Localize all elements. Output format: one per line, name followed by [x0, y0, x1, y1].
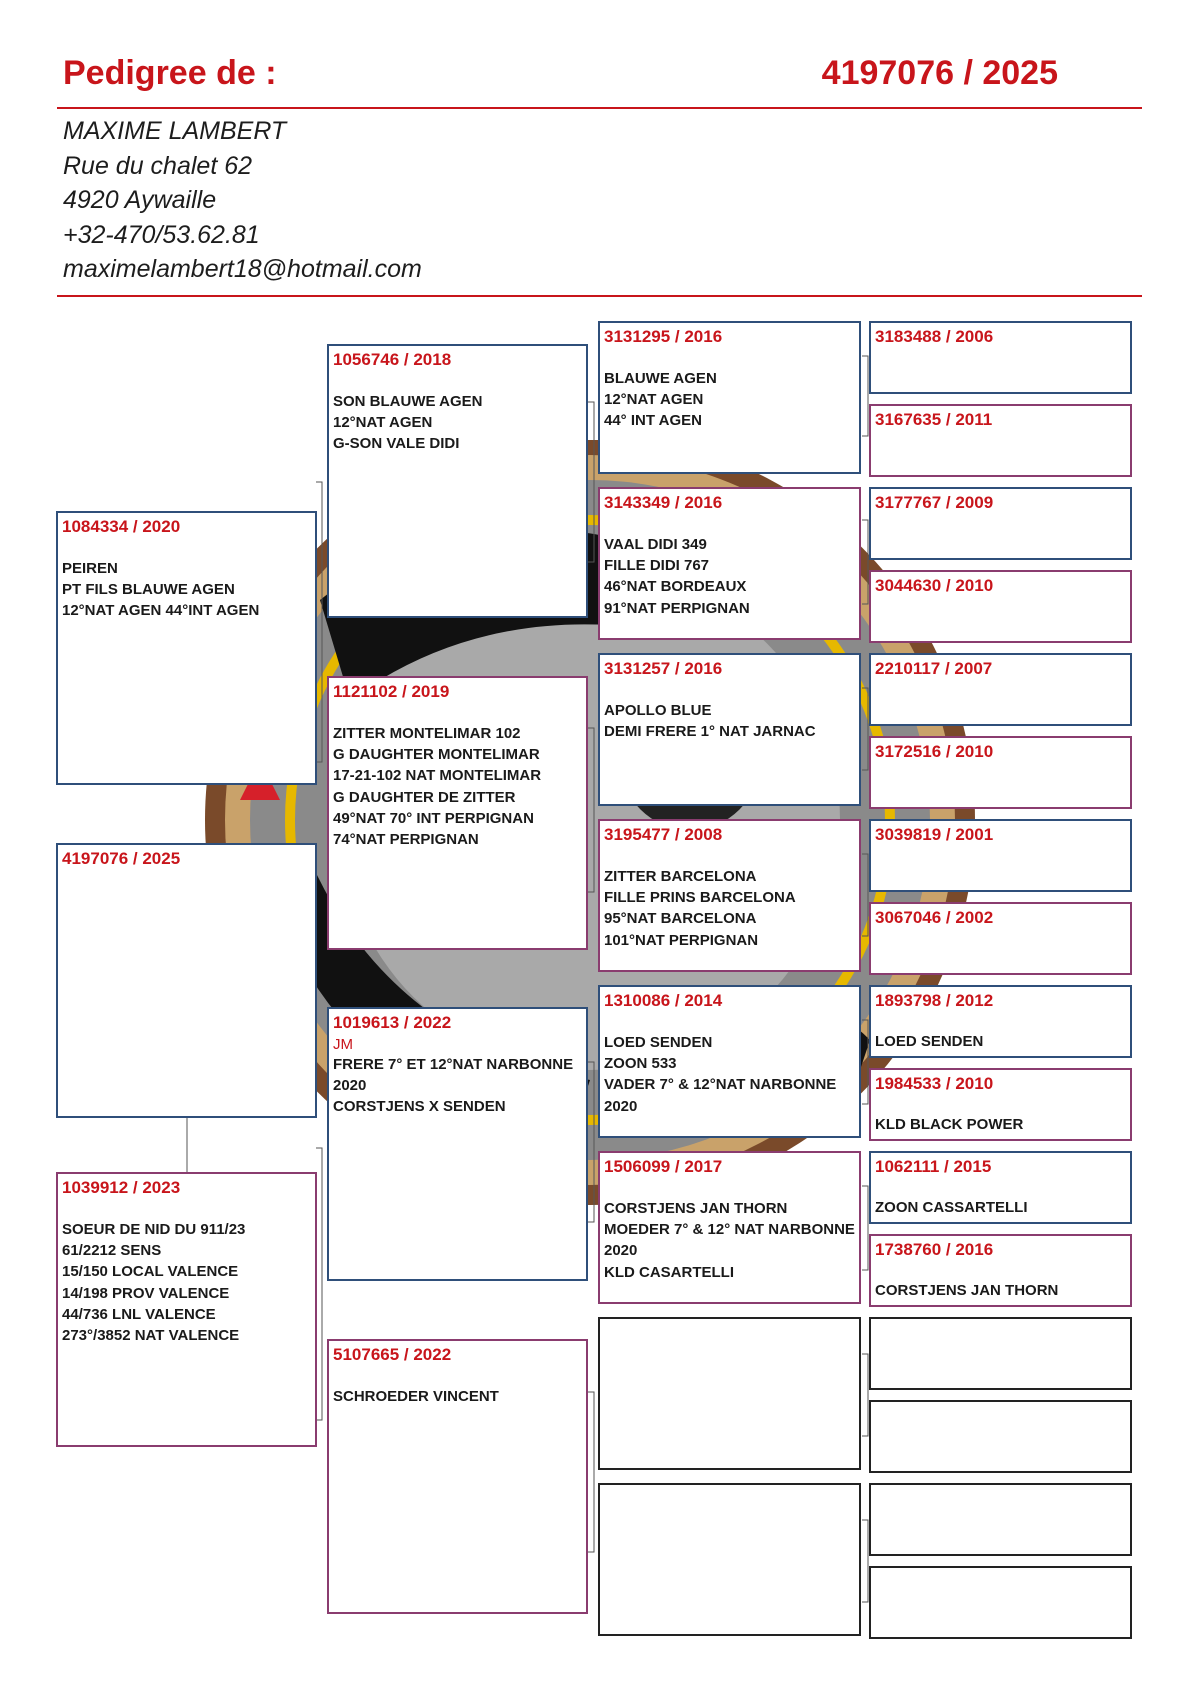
info-line: 95°NAT BARCELONA	[604, 910, 757, 928]
pedigree-box-ssss[interactable]	[869, 321, 1132, 394]
pigeon-info	[62, 1219, 245, 1346]
info-line: 74°NAT PERPIGNAN	[333, 831, 479, 849]
pedigree-box-sire[interactable]	[56, 511, 317, 785]
ring-number: 1738760 / 2016	[875, 1240, 994, 1259]
info-line: CORSTJENS JAN THORN	[875, 1282, 1059, 1299]
color-code: JM	[333, 1036, 353, 1053]
pigeon-info	[604, 866, 796, 951]
ring-number: 3172516 / 2010	[875, 742, 994, 761]
subject-ring-number: 4197076 / 2025	[821, 54, 1058, 92]
pedigree-box-empty[interactable]	[869, 1566, 1132, 1639]
pigeon-info	[875, 1031, 983, 1052]
info-line: 12°NAT AGEN	[604, 391, 704, 409]
pedigree-box-dssd[interactable]	[869, 1068, 1132, 1141]
info-line: CORSTJENS JAN THORN	[604, 1200, 788, 1217]
pedigree-box-ssdd[interactable]	[869, 570, 1132, 643]
pigeon-info	[62, 558, 259, 622]
pedigree-box-sdds[interactable]	[869, 819, 1132, 892]
info-line: 2020	[604, 1097, 638, 1115]
pigeon-info	[333, 1054, 573, 1118]
ring-number: 3131257 / 2016	[604, 659, 723, 678]
info-line: LOED SENDEN	[875, 1033, 984, 1050]
pigeon-info	[875, 1114, 1023, 1135]
ring-number: 3044630 / 2010	[875, 576, 994, 595]
info-line: ZITTER MONTELIMAR 102	[333, 725, 521, 742]
info-line: KLD CASARTELLI	[604, 1263, 734, 1281]
pigeon-info	[333, 1386, 499, 1407]
pedigree-box-empty[interactable]	[598, 1317, 861, 1470]
owner-email[interactable]: maximelambert18@hotmail.com	[63, 255, 422, 283]
pedigree-box-sssd[interactable]	[869, 404, 1132, 477]
info-line: G DAUGHTER DE ZITTER	[333, 788, 516, 806]
pigeon-info	[875, 1280, 1058, 1301]
info-line: ZITTER BARCELONA	[604, 868, 757, 885]
ring-number: 3067046 / 2002	[875, 908, 994, 927]
info-line: 46°NAT BORDEAUX	[604, 578, 747, 596]
pigeon-info	[604, 534, 750, 619]
ring-number: 1084334 / 2020	[62, 517, 181, 536]
info-line: 12°NAT AGEN 44°INT AGEN	[62, 602, 260, 620]
info-line: 49°NAT 70° INT PERPIGNAN	[333, 809, 534, 827]
ring-number: 3039819 / 2001	[875, 825, 994, 844]
info-line: BLAUWE AGEN	[604, 370, 717, 387]
pedigree-box-dsss[interactable]	[869, 985, 1132, 1058]
ring-number: 3167635 / 2011	[875, 410, 993, 429]
ring-number: 1019613 / 2022	[333, 1013, 452, 1032]
info-line: 91°NAT PERPIGNAN	[604, 599, 750, 617]
info-line: APOLLO BLUE	[604, 702, 712, 719]
pigeon-info	[333, 723, 541, 850]
info-line: 2020	[604, 1242, 638, 1260]
info-line: 273°/3852 NAT VALENCE	[62, 1327, 240, 1345]
ring-number: 3183488 / 2006	[875, 327, 994, 346]
info-line: KLD BLACK POWER	[875, 1116, 1024, 1133]
info-line: 44° INT AGEN	[604, 412, 702, 430]
pedigree-box-ssds[interactable]	[869, 487, 1132, 560]
pedigree-box-dsds[interactable]	[869, 1151, 1132, 1224]
info-line: 17-21-102 NAT MONTELIMAR	[333, 767, 542, 785]
pedigree-box-sddd[interactable]	[869, 902, 1132, 975]
pedigree-box-sire-dam[interactable]	[327, 676, 588, 950]
owner-city: 4920 Aywaille	[63, 186, 217, 214]
ring-number: 5107665 / 2022	[333, 1345, 452, 1364]
pigeon-info	[604, 700, 816, 742]
owner-name: MAXIME LAMBERT	[63, 117, 287, 145]
info-line: PEIREN	[62, 560, 118, 577]
pedigree-box-dsd[interactable]	[598, 1151, 861, 1304]
pedigree-box-sdd[interactable]	[598, 819, 861, 972]
ring-number: 2210117 / 2007	[875, 659, 993, 678]
info-line: 2020	[333, 1077, 367, 1095]
ring-number: 1506099 / 2017	[604, 1157, 723, 1176]
info-line: SON BLAUWE AGEN	[333, 393, 483, 410]
owner-street: Rue du chalet 62	[63, 151, 253, 180]
info-line: MOEDER 7° & 12° NAT NARBONNE	[604, 1221, 855, 1239]
ring-number: 3131295 / 2016	[604, 327, 723, 346]
pedigree-box-dam[interactable]	[56, 1172, 317, 1447]
ring-number: 3195477 / 2008	[604, 825, 723, 844]
info-line: 14/198 PROV VALENCE	[62, 1284, 230, 1302]
info-line: LOED SENDEN	[604, 1034, 713, 1051]
pigeon-info	[604, 1032, 836, 1117]
info-line: 61/2212 SENS	[62, 1242, 162, 1260]
pigeon-info	[333, 391, 482, 455]
ring-number: 3143349 / 2016	[604, 493, 723, 512]
pedigree-box-sire-sire[interactable]	[327, 344, 588, 618]
ring-number: 1121102 / 2019	[333, 682, 450, 701]
pedigree-box-dsdd[interactable]	[869, 1234, 1132, 1307]
info-line: 15/150 LOCAL VALENCE	[62, 1263, 239, 1281]
info-line: G-SON VALE DIDI	[333, 435, 460, 453]
owner-phone: +32-470/53.62.81	[63, 220, 260, 249]
pedigree-box-sds[interactable]	[598, 653, 861, 806]
info-line: FRERE 7° ET 12°NAT NARBONNE	[333, 1056, 574, 1073]
pedigree-box-dss[interactable]	[598, 985, 861, 1138]
pedigree-box-sdss[interactable]	[869, 653, 1132, 726]
info-line: ZOON CASSARTELLI	[875, 1199, 1028, 1216]
info-line: FILLE PRINS BARCELONA	[604, 889, 796, 907]
info-line: CORSTJENS X SENDEN	[333, 1098, 506, 1116]
info-line: G DAUGHTER MONTELIMAR	[333, 746, 540, 764]
pedigree-box-dam-sire[interactable]	[327, 1007, 588, 1281]
pedigree-box-empty[interactable]	[598, 1483, 861, 1636]
pedigree-box-empty[interactable]	[869, 1483, 1132, 1556]
info-line: ZOON 533	[604, 1055, 677, 1073]
info-line: VADER 7° & 12°NAT NARBONNE	[604, 1076, 837, 1094]
pedigree-box-sss[interactable]	[598, 321, 861, 474]
info-line: 44/736 LNL VALENCE	[62, 1305, 216, 1323]
pedigree-box-subject[interactable]	[56, 843, 317, 1118]
ring-number: 1056746 / 2018	[333, 350, 452, 369]
ring-number: 3177767 / 2009	[875, 493, 994, 512]
pedigree-box-empty[interactable]	[869, 1400, 1132, 1473]
info-line: 12°NAT AGEN	[333, 414, 433, 432]
info-line: 101°NAT PERPIGNAN	[604, 931, 759, 949]
info-line: FILLE DIDI 767	[604, 557, 710, 575]
page-title: Pedigree de :	[63, 54, 277, 92]
pigeon-info	[875, 1197, 1028, 1218]
ring-number: 1310086 / 2014	[604, 991, 723, 1010]
pedigree-box-sdsd[interactable]	[869, 736, 1132, 809]
pedigree-box-dam-dam[interactable]	[327, 1339, 588, 1614]
pigeon-info	[604, 1198, 855, 1283]
pigeon-info	[604, 368, 717, 432]
info-line: SCHROEDER VINCENT	[333, 1388, 499, 1405]
info-line: PT FILS BLAUWE AGEN	[62, 581, 235, 599]
ring-number: 1984533 / 2010	[875, 1074, 994, 1093]
ring-number: 4197076 / 2025	[62, 849, 181, 868]
pedigree-box-empty[interactable]	[869, 1317, 1132, 1390]
info-line: VAAL DIDI 349	[604, 536, 707, 553]
info-line: SOEUR DE NID DU 911/23	[62, 1221, 246, 1238]
pedigree-box-ssd[interactable]	[598, 487, 861, 640]
ring-number: 1039912 / 2023	[62, 1178, 181, 1197]
info-line: DEMI FRERE 1° NAT JARNAC	[604, 723, 816, 741]
ring-number: 1893798 / 2012	[875, 991, 994, 1010]
ring-number: 1062111 / 2015	[875, 1157, 992, 1176]
